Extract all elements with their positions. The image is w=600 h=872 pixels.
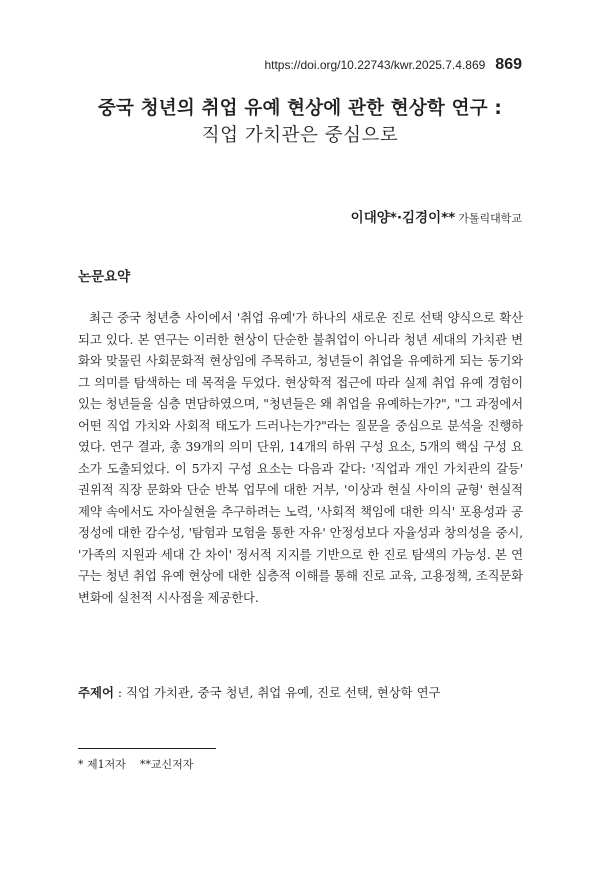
paper-title: 중국 청년의 취업 유예 현상에 관한 현상학 연구 : bbox=[97, 98, 503, 119]
author-affiliation: 가톨릭대학교 bbox=[458, 212, 522, 225]
keywords-separator: : bbox=[113, 685, 126, 700]
author-names: 이대양*·김경이** bbox=[350, 210, 456, 226]
abstract-paragraph: 최근 중국 청년층 사이에서 '취업 유예'가 하나의 새로운 진로 선택 양식으로 확산되고 있다. 본 연구는 이러한 현상이 단순한 불취업이 아니라 청년 세대의 가치관 변화와 맞물린 사회문화적 현상임에 주목하고, 청년들이 취업을 유예하게 되는 동기와 그 의미를 탐색하는 데 목적을 두었다. 현상학적 접근에 따라 실제 취업 유예 경험이 있는 청년들을 심층 면담하였으며, "청년들은 왜 취업을 유예하는가?", "그 과정에서 어떤 직업 가치와 사회적 태도가 드러나는가?"라는 질문을 중심으로 분석을 진행하였다. 연구 결과, 총 39개의 의미 단위, 14개의 하위 구성 요소, 5개의 핵심 구성 요소가 도출되었다. 이 5가지 구성 요소는 다음과 같다: '직업과 개인 가치관의 갈등' 권위적 직장 문화와 단순 반복 업무에 대한 거부, '이상과 현실 사이의 균형' 현실적 제약 속에서도 자아실현을 추구하려는 노력, '사회적 책임에 대한 의식' 포용성과 공정성에 대한 감수성, '탐험과 모험을 통한 자유' 안정성보다 자율성과 창의성을 중시, '가족의 지원과 세대 간 차이' 정서적 지지를 기반으로 한 진로 탐색의 가능성. 본 연구는 청년 취업 유예 현상에 대한 심층적 이해를 통해 진로 교육, 고용정책, 조직문화 변화에 실천적 시사점을 제공한다. bbox=[78, 310, 523, 605]
running-header bbox=[264, 56, 522, 74]
abstract-heading: 논문요약 bbox=[78, 269, 131, 285]
footnote-corresponding-author: **교신저자 bbox=[139, 758, 194, 771]
author-line bbox=[351, 206, 522, 226]
paper-subtitle: 직업 가치관은 중심으로 bbox=[201, 125, 399, 146]
keywords-list: 직업 가치관, 중국 청년, 취업 유예, 진로 선택, 현상학 연구 bbox=[125, 685, 441, 700]
doi-link[interactable]: https://doi.org/10.22743/kwr.2025.7.4.869 bbox=[264, 58, 486, 72]
abstract-body bbox=[78, 307, 523, 608]
footnote-divider bbox=[78, 748, 216, 749]
footnotes bbox=[78, 756, 193, 772]
footnote-first-author: * 제1저자 bbox=[78, 758, 126, 771]
page-number: 869 bbox=[495, 56, 522, 73]
title-block bbox=[0, 96, 600, 150]
keywords-label: 주제어 bbox=[78, 685, 114, 700]
keywords bbox=[78, 683, 523, 703]
